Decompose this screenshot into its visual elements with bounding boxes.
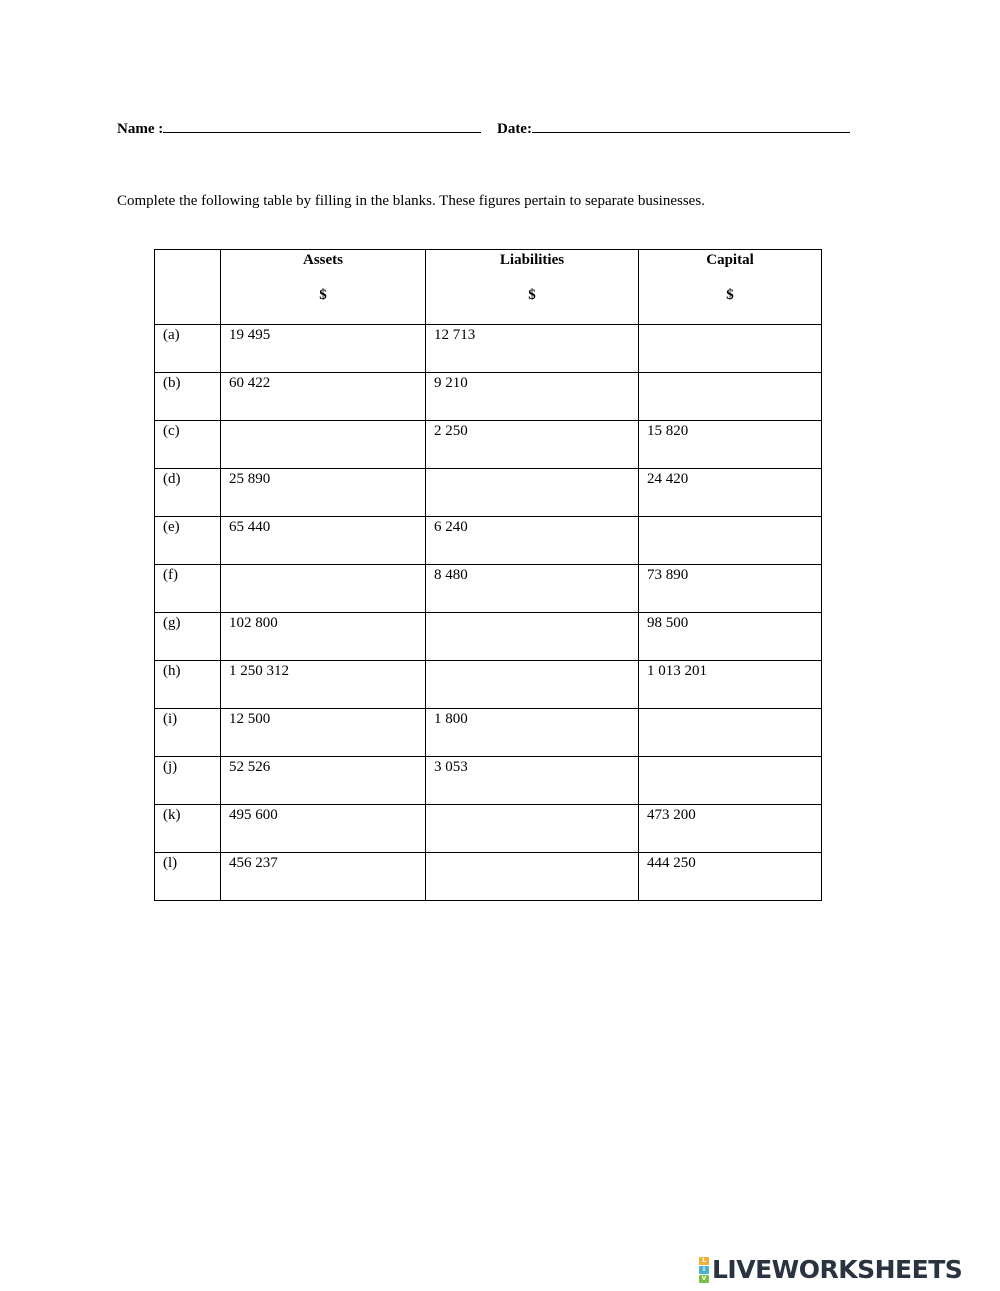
liabilities-cell	[426, 757, 639, 805]
header-cell-assets	[221, 250, 426, 325]
assets-value: 1 250 312	[229, 663, 289, 679]
assets-cell	[221, 469, 426, 517]
capital-cell	[639, 565, 822, 613]
table-row	[155, 613, 822, 661]
assets-value: 495 600	[229, 807, 278, 823]
row-label: (c)	[163, 423, 180, 439]
row-label-cell	[155, 421, 221, 469]
capital-value: 73 890	[647, 567, 689, 583]
name-field	[117, 118, 481, 138]
row-label: (b)	[163, 375, 181, 391]
table-header-row	[155, 250, 822, 325]
row-label: (e)	[163, 519, 180, 535]
assets-cell	[221, 709, 426, 757]
logo-mark-letter: I	[699, 1266, 709, 1274]
capital-cell[interactable]	[639, 373, 822, 421]
capital-cell[interactable]	[639, 757, 822, 805]
liabilities-cell[interactable]	[426, 469, 639, 517]
row-label: (l)	[163, 855, 178, 871]
assets-value	[221, 421, 425, 423]
column-unit: $	[319, 287, 327, 303]
row-label: (a)	[163, 327, 180, 343]
assets-value: 60 422	[229, 375, 271, 391]
capital-cell	[639, 661, 822, 709]
table-row	[155, 469, 822, 517]
liabilities-value: 8 480	[434, 567, 468, 583]
table-row	[155, 373, 822, 421]
assets-value: 456 237	[229, 855, 278, 871]
row-label: (g)	[163, 615, 181, 631]
assets-cell[interactable]	[221, 565, 426, 613]
capital-cell	[639, 805, 822, 853]
row-label-cell	[155, 325, 221, 373]
capital-value: 98 500	[647, 615, 689, 631]
liabilities-cell[interactable]	[426, 805, 639, 853]
column-unit: $	[528, 287, 536, 303]
liveworksheets-logo	[699, 1255, 962, 1284]
table-row	[155, 709, 822, 757]
liabilities-value	[426, 469, 638, 471]
liabilities-value: 2 250	[434, 423, 468, 439]
instructions: Complete the following table by filling in the blanks. These figures pertain to separate businesses.	[117, 193, 705, 209]
table-row	[155, 853, 822, 901]
logo-mark-letter: L	[699, 1257, 709, 1265]
assets-value: 25 890	[229, 471, 271, 487]
row-label: (j)	[163, 759, 178, 775]
capital-value: 1 013 201	[647, 663, 707, 679]
liabilities-value	[426, 613, 638, 615]
row-label-cell	[155, 709, 221, 757]
table-row	[155, 565, 822, 613]
assets-cell	[221, 853, 426, 901]
capital-cell[interactable]	[639, 517, 822, 565]
row-label: (d)	[163, 471, 181, 487]
liabilities-value	[426, 853, 638, 855]
assets-cell	[221, 661, 426, 709]
row-label-cell	[155, 757, 221, 805]
table-row	[155, 421, 822, 469]
header-cell-label	[155, 250, 221, 325]
liabilities-value: 1 800	[434, 711, 468, 727]
liabilities-cell[interactable]	[426, 853, 639, 901]
assets-value	[221, 565, 425, 567]
header	[117, 118, 850, 138]
liabilities-value: 12 713	[434, 327, 476, 343]
liabilities-value: 3 053	[434, 759, 468, 775]
row-label-cell	[155, 805, 221, 853]
name-label: Name :	[117, 121, 164, 137]
row-label: (k)	[163, 807, 181, 823]
capital-value	[639, 517, 821, 519]
logo-mark-letter: V	[699, 1275, 709, 1283]
logo-text: LIVEWORKSHEETS	[712, 1255, 963, 1284]
column-name: Capital	[706, 252, 754, 268]
capital-cell	[639, 613, 822, 661]
capital-value: 15 820	[647, 423, 689, 439]
capital-cell[interactable]	[639, 709, 822, 757]
liabilities-cell	[426, 565, 639, 613]
assets-cell	[221, 517, 426, 565]
capital-cell[interactable]	[639, 325, 822, 373]
logo-mark-icon	[699, 1257, 709, 1283]
capital-value: 24 420	[647, 471, 689, 487]
liabilities-value	[426, 661, 638, 663]
assets-cell	[221, 805, 426, 853]
assets-value: 102 800	[229, 615, 278, 631]
assets-value: 65 440	[229, 519, 271, 535]
row-label: (f)	[163, 567, 178, 583]
table-row	[155, 661, 822, 709]
table-row	[155, 757, 822, 805]
date-field	[497, 118, 850, 138]
assets-cell	[221, 325, 426, 373]
capital-cell	[639, 469, 822, 517]
row-label-cell	[155, 853, 221, 901]
row-label-cell	[155, 469, 221, 517]
row-label-cell	[155, 373, 221, 421]
capital-value: 473 200	[647, 807, 696, 823]
row-label-cell	[155, 517, 221, 565]
column-unit: $	[726, 287, 734, 303]
capital-value	[639, 709, 821, 711]
table-row	[155, 325, 822, 373]
assets-value: 12 500	[229, 711, 271, 727]
liabilities-cell	[426, 421, 639, 469]
table-row	[155, 805, 822, 853]
liabilities-cell	[426, 373, 639, 421]
capital-value	[639, 757, 821, 759]
liabilities-cell	[426, 517, 639, 565]
name-blank[interactable]	[163, 118, 481, 133]
liabilities-value	[426, 805, 638, 807]
assets-cell[interactable]	[221, 421, 426, 469]
liabilities-cell	[426, 325, 639, 373]
table-body	[155, 325, 822, 901]
assets-value: 19 495	[229, 327, 271, 343]
header-cell-liabilities	[426, 250, 639, 325]
assets-cell	[221, 373, 426, 421]
capital-value: 444 250	[647, 855, 696, 871]
header-cell-capital	[639, 250, 822, 325]
column-name: Assets	[303, 252, 343, 268]
row-label-cell	[155, 661, 221, 709]
capital-cell	[639, 853, 822, 901]
liabilities-cell	[426, 709, 639, 757]
liabilities-cell[interactable]	[426, 661, 639, 709]
table-row	[155, 517, 822, 565]
row-label: (h)	[163, 663, 181, 679]
liabilities-value: 6 240	[434, 519, 468, 535]
capital-value	[639, 373, 821, 375]
capital-cell	[639, 421, 822, 469]
assets-cell	[221, 613, 426, 661]
row-label: (i)	[163, 711, 178, 727]
date-blank[interactable]	[532, 118, 850, 133]
worksheet-table	[154, 249, 822, 901]
date-label: Date:	[496, 121, 532, 137]
row-label-cell	[155, 613, 221, 661]
assets-value: 52 526	[229, 759, 271, 775]
row-label-cell	[155, 565, 221, 613]
assets-cell	[221, 757, 426, 805]
liabilities-cell[interactable]	[426, 613, 639, 661]
capital-value	[639, 325, 821, 327]
column-name: Liabilities	[499, 252, 565, 268]
liabilities-value: 9 210	[434, 375, 468, 391]
